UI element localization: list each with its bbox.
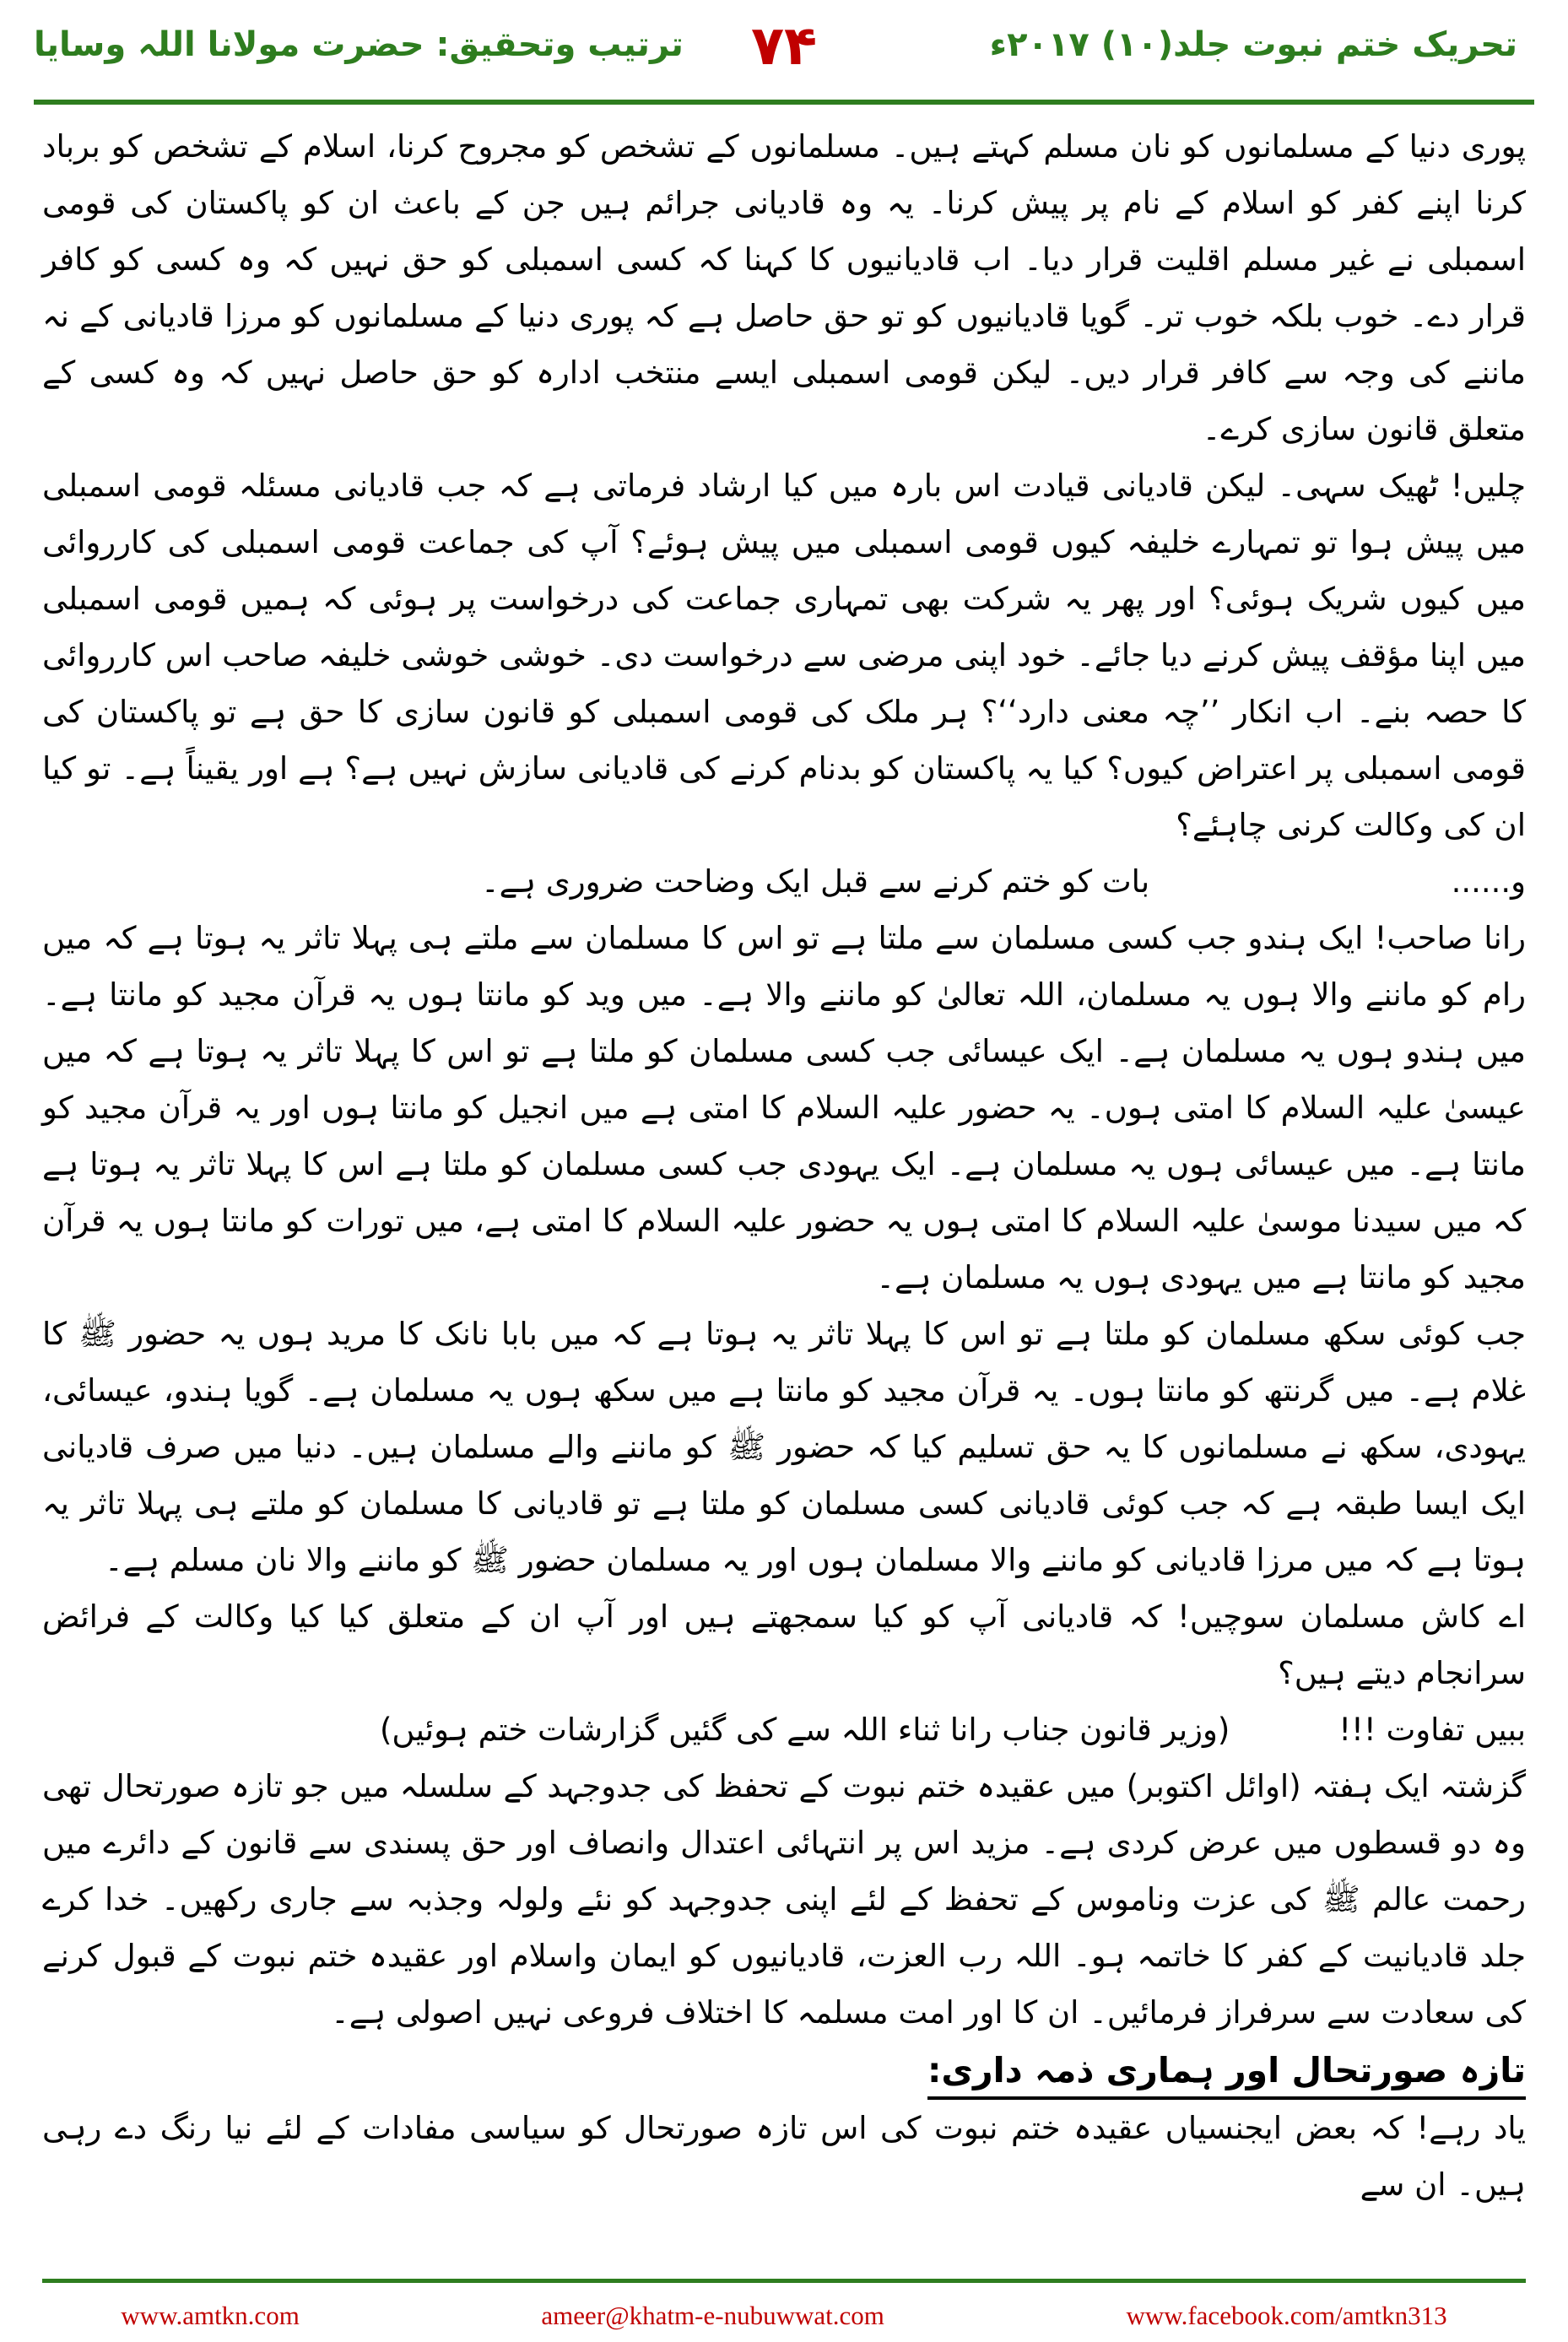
facebook-link[interactable]: www.facebook.com/amtkn313 xyxy=(1126,2301,1447,2330)
closing-note: (وزیر قانون جناب رانا ثناء اللہ سے کی گئیں گزارشات ختم ہوئیں) xyxy=(380,1712,1230,1748)
transition-text: بات کو ختم کرنے سے قبل ایک وضاحت ضروری ہے۔ xyxy=(481,863,1150,900)
paragraph: رانا صاحب! ایک ہندو جب کسی مسلمان سے ملتا ہے تو اس کا مسلمان سے ملتے ہی پہلا تاثر یہ ہوتا ہے کہ میں رام کو ماننے والا ہوں یہ مسلمان، اللہ تعالیٰ کو ماننے والا ہے۔ میں وید کو مانتا ہوں یہ قرآن مجید کو مانتا ہے۔ میں ہندو ہوں یہ مسلمان ہے۔ ایک عیسائی جب کسی مسلمان کو ملتا ہے تو اس کا پہلا تاثر یہ ہوتا ہے کہ میں عیسیٰ علیہ السلام کا امتی ہوں۔ یہ حضور علیہ السلام کا امتی ہے میں انجیل کو مانتا ہوں اور یہ قرآن مجید کو مانتا ہے۔ میں عیسائی ہوں یہ مسلمان ہے۔ ایک یہودی جب کسی مسلمان کو ملتا ہے اس کا پہلا تاثر یہ ہوتا ہے کہ میں سیدنا موسیٰ علیہ السلام کا امتی ہوں یہ حضور علیہ السلام کا امتی ہے، میں تورات کو مانتا ہوں یہ قرآن مجید کو مانتا ہے میں یہودی ہوں یہ مسلمان ہے۔ xyxy=(42,920,1526,1295)
page-header xyxy=(0,0,1568,118)
section-heading-wrap xyxy=(42,2041,1526,2100)
page-footer xyxy=(0,2279,1568,2342)
website-link[interactable]: www.amtkn.com xyxy=(121,2301,300,2330)
paragraph: چلیں! ٹھیک سہی۔ لیکن قادیانی قیادت اس بارہ میں کیا ارشاد فرماتی ہے کہ جب قادیانی مسئلہ قومی اسمبلی میں پیش ہوا تو تمہارے خلیفہ کیوں قومی اسمبلی میں پیش ہوئے؟ آپ کی جماعت قومی اسمبلی کی کارروائی میں کیوں شریک ہوئی؟ اور پھر یہ شرکت بھی تمہاری جماعت کی درخواست پر ہوئی کہ ہمیں قومی اسمبلی میں اپنا مؤقف پیش کرنے دیا جائے۔ خود اپنی مرضی سے درخواست دی۔ خوشی خوشی خلیفہ صاحب اس کارروائی کا حصہ بنے۔ اب انکار ’’چہ معنی دارد‘‘؟ ہر ملک کی قومی اسمبلی کو قانون سازی کا حق ہے تو پاکستان کی قومی اسمبلی پر اعتراض کیوں؟ کیا یہ پاکستان کو بدنام کرنے کی قادیانی سازش نہیں ہے؟ ہے اور یقیناً ہے۔ تو کیا ان کی وکالت کرنی چاہئے؟ xyxy=(42,468,1526,843)
transition-ellipsis: و...... xyxy=(1451,863,1526,900)
header-divider xyxy=(34,100,1534,105)
book-title: تحریک ختم نبوت جلد(۱۰) ۲۰۱۷ء xyxy=(989,25,1517,64)
page-number: ۷۴ xyxy=(750,15,818,78)
paragraph: جب کوئی سکھ مسلمان کو ملتا ہے تو اس کا پہلا تاثر یہ ہوتا ہے کہ میں بابا نانک کا مرید ہوں یہ حضور ﷺ کا غلام ہے۔ میں گرنتھ کو مانتا ہوں۔ یہ قرآن مجید کو مانتا ہے میں سکھ ہوں یہ مسلمان ہے۔ گویا ہندو، عیسائی، یہودی، سکھ نے مسلمانوں کا یہ حق تسلیم کیا کہ حضور ﷺ کو ماننے والے مسلمان ہیں۔ دنیا میں صرف قادیانی ایک ایسا طبقہ ہے کہ جب کوئی قادیانی کسی مسلمان کو ملتا ہے تو قادیانی کا مسلمان کو ملتے ہی پہلا تاثر یہ ہوتا ہے کہ میں مرزا قادیانی کو ماننے والا مسلمان ہوں اور یہ مسلمان حضور ﷺ کو ماننے والا نان مسلم ہے۔ xyxy=(42,1316,1526,1578)
email-link[interactable]: ameer@khatm-e-nubuwwat.com xyxy=(541,2301,884,2330)
transition-line xyxy=(42,853,1526,910)
footer-links xyxy=(0,2291,1568,2341)
compiler-credit: ترتیب وتحقیق: حضرت مولانا اللہ وسایا xyxy=(34,25,684,64)
paragraph: یاد رہے! کہ بعض ایجنسیاں عقیدہ ختم نبوت کی اس تازہ صورتحال کو سیاسی مفادات کے لئے نیا رنگ دے رہی ہیں۔ ان سے xyxy=(42,2110,1526,2203)
paragraph: گزشتہ ایک ہفتہ (اوائل اکتوبر) میں عقیدہ ختم نبوت کے تحفظ کی جدوجہد کے سلسلہ میں جو تازہ صورتحال تھی وہ دو قسطوں میں عرض کردی ہے۔ مزید اس پر انتہائی اعتدال وانصاف اور حق پسندی سے قانون کے دائرے میں رحمت عالم ﷺ کی عزت وناموس کے تحفظ کے لئے اپنی جدوجہد کو نئے ولولہ وجذبہ سے جاری رکھیں۔ خدا کرے جلد قادیانیت کے کفر کا خاتمہ ہو۔ اللہ رب العزت، قادیانیوں کو ایمان واسلام اور عقیدہ ختم نبوت کے قبول کرنے کی سعادت سے سرفراز فرمائیں۔ ان کا اور امت مسلمہ کا اختلاف فروعی نہیں اصولی ہے۔ xyxy=(42,1768,1526,2031)
closing-exclamation: ببیں تفاوت !!! xyxy=(1338,1712,1526,1748)
paragraph: پوری دنیا کے مسلمانوں کو نان مسلم کہتے ہیں۔ مسلمانوں کے تشخص کو مجروح کرنا، اسلام کے تشخص کو برباد کرنا اپنے کفر کو اسلام کے نام پر پیش کرنا۔ یہ وہ قادیانی جرائم ہیں جن کے باعث ان کو پاکستان کی قومی اسمبلی نے غیر مسلم اقلیت قرار دیا۔ اب قادیانیوں کا کہنا کہ کسی اسمبلی کو حق نہیں کہ وہ کسی کو کافر قرار دے۔ خوب بلکہ خوب تر۔ گویا قادیانیوں کو تو حق حاصل ہے کہ پوری دنیا کے مسلمانوں کو مرزا قادیانی کے نہ ماننے کی وجہ سے کافر قرار دیں۔ لیکن قومی اسمبلی ایسے منتخب ادارہ کو حق حاصل نہیں کہ وہ کسی کے متعلق قانون سازی کرے۔ xyxy=(42,128,1526,447)
article-body xyxy=(42,118,1526,2213)
closing-line xyxy=(42,1701,1526,1758)
section-heading: تازہ صورتحال اور ہماری ذمہ داری: xyxy=(927,2044,1526,2100)
paragraph: اے کاش مسلمان سوچیں! کہ قادیانی آپ کو کیا سمجھتے ہیں اور آپ ان کے متعلق کیا کیا وکالت کے فرائض سرانجام دیتے ہیں؟ xyxy=(42,1598,1526,1691)
footer-divider xyxy=(42,2279,1526,2283)
